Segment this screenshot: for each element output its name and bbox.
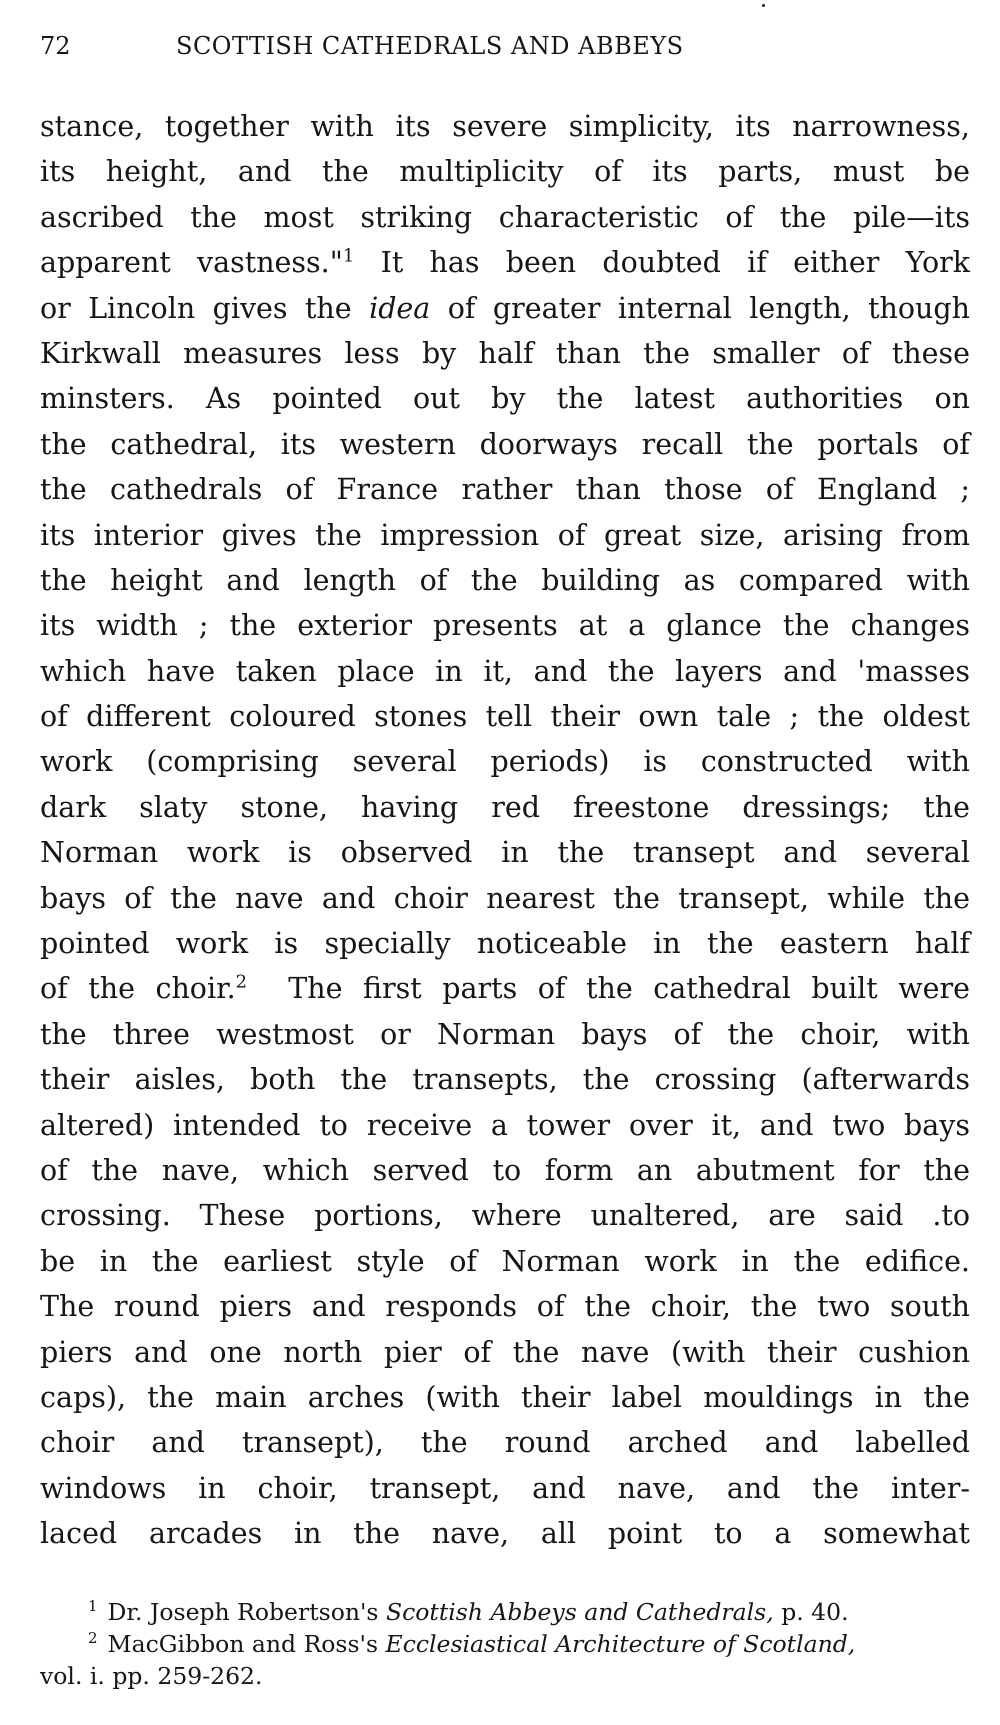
page-number: 72 <box>40 32 71 60</box>
text-line: apparent vastness."$^1$ It has been doubted if either York <box>40 245 971 280</box>
text-line: Norman work is observed in the transept and several <box>40 836 970 870</box>
text-line: its interior gives the impression of great size, arising from <box>40 518 970 552</box>
footnote-title: Ecclesiastical Architecture of Scotland, <box>385 1630 856 1658</box>
text-line: their aisles, both the transepts, the crossing (afterwards <box>40 1063 970 1097</box>
print-speck <box>762 4 765 7</box>
text-line: windows in choir, transept, and nave, and the inter- <box>40 1471 970 1505</box>
text-line: the three westmost or Norman bays of the choir, with <box>40 1017 970 1051</box>
text-line: Kirkwall measures less by half than the smaller of these <box>40 336 970 370</box>
text-line: altered) intended to receive a tower over it, and two bays <box>40 1108 970 1142</box>
page-header <box>40 32 970 72</box>
footnote-2: $^2$ MacGibbon and Ross's Ecclesiastical Architecture of Scotland, <box>88 1629 856 1658</box>
text-line: the cathedral, its western doorways recall the portals of <box>40 427 970 461</box>
text-line: which have taken place in it, and the layers and 'masses <box>40 654 970 688</box>
text-line: or Lincoln gives the idea of greater internal length, though <box>40 291 971 325</box>
text-line: of the nave, which served to form an abutment for the <box>40 1153 970 1187</box>
text-line: crossing. These portions, where unaltered, are said .to <box>40 1199 970 1233</box>
text-line: the height and length of the building as compared with <box>40 563 970 597</box>
text-line: ascribed the most striking characteristic of the pile—its <box>40 200 970 234</box>
running-title: SCOTTISH CATHEDRALS AND ABBEYS <box>176 32 684 60</box>
footnotes <box>40 1596 970 1692</box>
text-line: laced arcades in the nave, all point to a somewhat <box>40 1517 970 1551</box>
text-line: caps), the main arches (with their label mouldings in the <box>40 1380 970 1414</box>
text-line: dark slaty stone, having red freestone dressings; the <box>40 790 970 824</box>
text-line: of the choir.$^2$ The first parts of the cathedral built were <box>40 971 970 1006</box>
text-line: its height, and the multiplicity of its parts, must be <box>40 155 970 189</box>
text-line: of different coloured stones tell their own tale ; the oldest <box>40 700 970 734</box>
footnote-title: Scottish Abbeys and Cathedrals, <box>385 1598 774 1626</box>
text-line: minsters. As pointed out by the latest authorities on <box>40 382 970 416</box>
footnote-mark: 2 <box>88 1629 98 1648</box>
footnote-mark: 1 <box>88 1597 98 1616</box>
footnote-ref: 1 <box>342 245 355 267</box>
text-line: its width ; the exterior presents at a glance the changes <box>40 609 970 643</box>
text-line: piers and one north pier of the nave (with their cushion <box>40 1335 970 1369</box>
emphasis: idea <box>369 291 431 325</box>
footnote-2-continued: vol. i. pp. 259-262. <box>40 1662 263 1690</box>
text-line: work (comprising several periods) is constructed with <box>40 745 970 779</box>
text-line: The round piers and responds of the choir, the two south <box>40 1290 970 1324</box>
text-line: pointed work is specially noticeable in the eastern half <box>40 927 970 961</box>
text-line: be in the earliest style of Norman work in the edifice. <box>40 1244 970 1278</box>
body-text <box>40 104 970 1557</box>
text-line: stance, together with its severe simplicity, its narrowness, <box>40 110 970 143</box>
footnote-ref: 2 <box>235 971 248 993</box>
text-line: the cathedrals of France rather than those of England ; <box>40 473 970 507</box>
text-line: bays of the nave and choir nearest the transept, while the <box>40 881 970 915</box>
footnote-1: $^1$ Dr. Joseph Robertson's Scottish Abbeys and Cathedrals, p. 40. <box>88 1597 849 1626</box>
text-line: choir and transept), the round arched and labelled <box>40 1426 970 1460</box>
